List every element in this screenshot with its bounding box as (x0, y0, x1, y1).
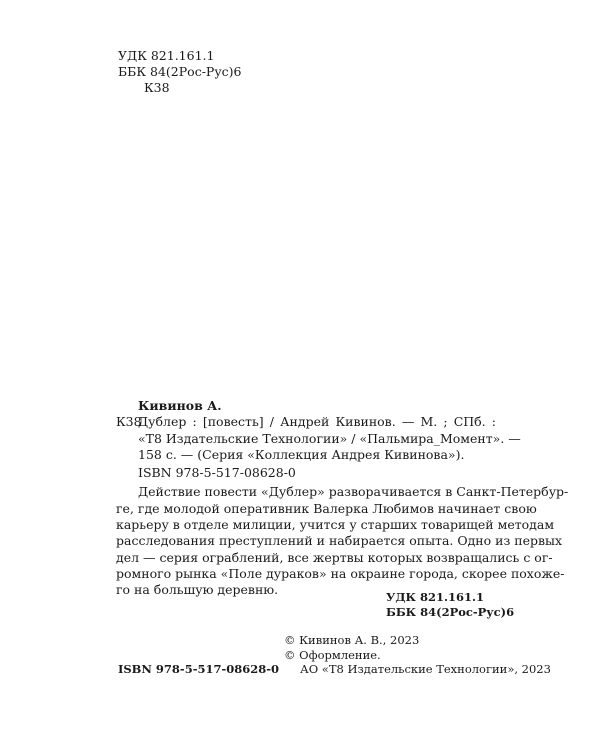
catalog-isbn: ISBN 978-5-517-08628-0 (138, 465, 296, 481)
copyright-block (284, 633, 551, 677)
catalog-author: Кивинов А. (138, 398, 222, 413)
catalog-author-mark: К38 (116, 414, 142, 430)
bbk-code-bottom: ББК 84(2Рос-Рус)6 (386, 605, 515, 619)
copyright-publisher: АО «Т8 Издательские Технологии», 2023 (300, 662, 551, 676)
annotation-line: Действие повести «Дублер» разворачивается в Санкт-Петербур- (138, 484, 569, 500)
isbn-bottom: ISBN 978-5-517-08628-0 (118, 662, 280, 676)
bbk-code: ББК 84(2Рос-Рус)6 (118, 64, 242, 79)
bib-line: 158 с. — (Серия «Коллекция Андрея Кивинова»). (138, 446, 465, 462)
annotation-line: расследования преступлений и набирается опыта. Одно из первых (116, 533, 563, 549)
copyright-design: © Оформление. (284, 647, 381, 662)
author-mark: К38 (144, 80, 170, 95)
bib-line: Дублер : [повесть] / Андрей Кивинов. — М. ; СПб. : (138, 414, 496, 430)
annotation-line: го на большую деревню. (116, 582, 279, 598)
top-classification-block (118, 48, 242, 96)
annotation-line: дел — серия ограблений, все жертвы которых возвращались с ог- (116, 549, 553, 565)
bibliographic-description (116, 414, 496, 430)
bib-lines (138, 414, 496, 430)
bib-line: «Т8 Издательские Технологии» / «Пальмира_Момент». — (138, 430, 521, 446)
copyright-author: © Кивинов А. В., 2023 (284, 633, 420, 647)
annotation-line: ге, где молодой оперативник Валерка Любимов начинает свою (116, 500, 537, 516)
annotation (116, 484, 569, 598)
annotation-line: ромного рынка «Поле дураков» на окраине города, скорее похоже- (116, 565, 565, 581)
bottom-classification-block (386, 590, 514, 620)
catalog-record (116, 398, 569, 599)
udk-code: УДК 821.161.1 (118, 48, 215, 63)
udk-code-bottom: УДК 821.161.1 (386, 590, 485, 604)
annotation-line: карьеру в отделе милиции, учится у старших товарищей методам (116, 517, 555, 533)
